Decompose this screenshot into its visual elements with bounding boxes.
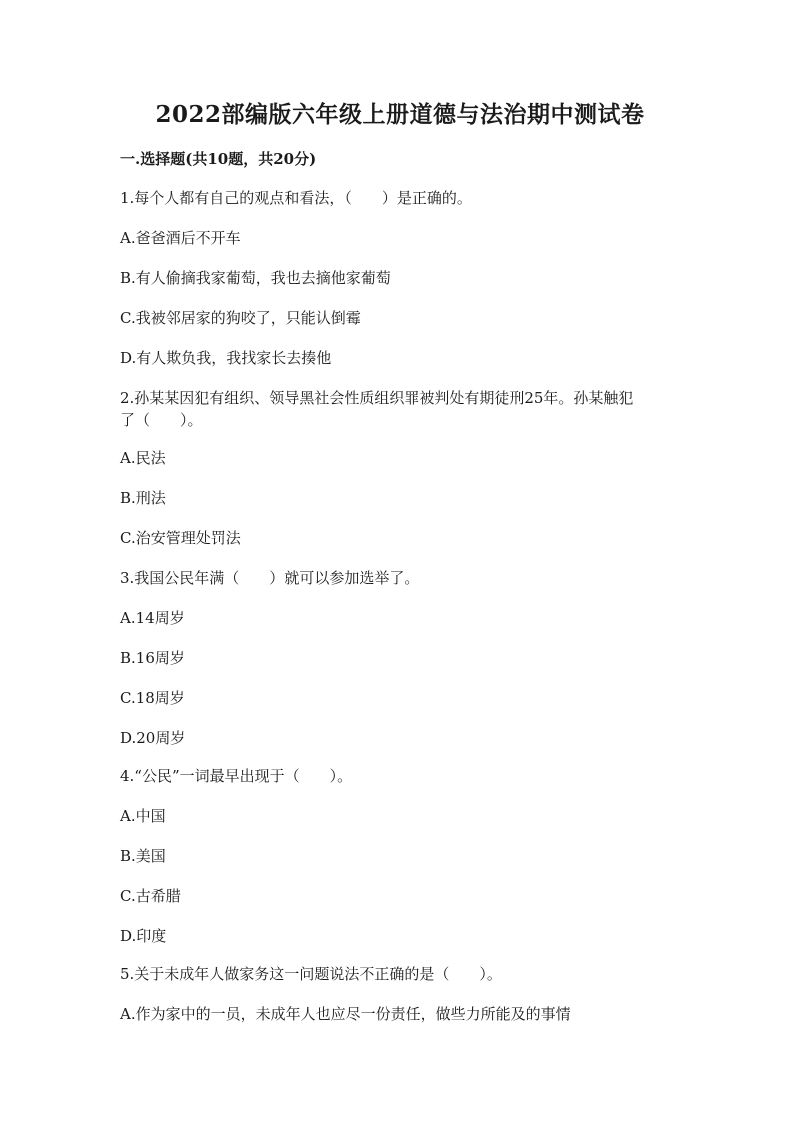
- question-5-stem: 5.关于未成年人做家务这一问题说法不正确的是（ ）。: [120, 965, 502, 983]
- question-2-stem-line-2: 了（ ）。: [120, 411, 203, 429]
- question-3-option-c: C.18周岁: [120, 689, 185, 707]
- question-4-option-b: B.美国: [120, 847, 166, 865]
- question-4-stem: 4.“公民”一词最早出现于（ ）。: [120, 767, 353, 785]
- question-1-stem: 1.每个人都有自己的观点和看法，（ ）是正确的。: [120, 189, 472, 207]
- question-4-option-d: D.印度: [120, 927, 167, 945]
- question-2-option-a: A.民法: [120, 449, 166, 467]
- question-3-stem: 3.我国公民年满（ ）就可以参加选举了。: [120, 569, 420, 587]
- question-1-option-d: D.有人欺负我，我找家长去揍他: [120, 349, 332, 367]
- question-3-option-b: B.16周岁: [120, 649, 185, 667]
- question-3-option-d: D.20周岁: [120, 729, 186, 747]
- question-1-option-a: A.爸爸酒后不开车: [120, 229, 241, 247]
- page-title: 2022部编版六年级上册道德与法治期中测试卷: [155, 101, 645, 128]
- question-2-stem-line-1: 2.孙某某因犯有组织、领导黑社会性质组织罪被判处有期徒刑25年。孙某触犯: [120, 389, 634, 407]
- question-4-option-c: C.古希腊: [120, 887, 181, 905]
- question-2-option-c: C.治安管理处罚法: [120, 529, 241, 547]
- question-3-option-a: A.14周岁: [120, 609, 185, 627]
- question-5-option-a: A.作为家中的一员，未成年人也应尽一份责任，做些力所能及的事情: [120, 1005, 571, 1023]
- question-1-option-b: B.有人偷摘我家葡萄，我也去摘他家葡萄: [120, 269, 391, 287]
- question-2-option-b: B.刑法: [120, 489, 166, 507]
- question-1-option-c: C.我被邻居家的狗咬了，只能认倒霉: [120, 309, 361, 327]
- question-4-option-a: A.中国: [120, 807, 166, 825]
- section-heading: 一.选择题(共10题，共20分): [120, 150, 317, 168]
